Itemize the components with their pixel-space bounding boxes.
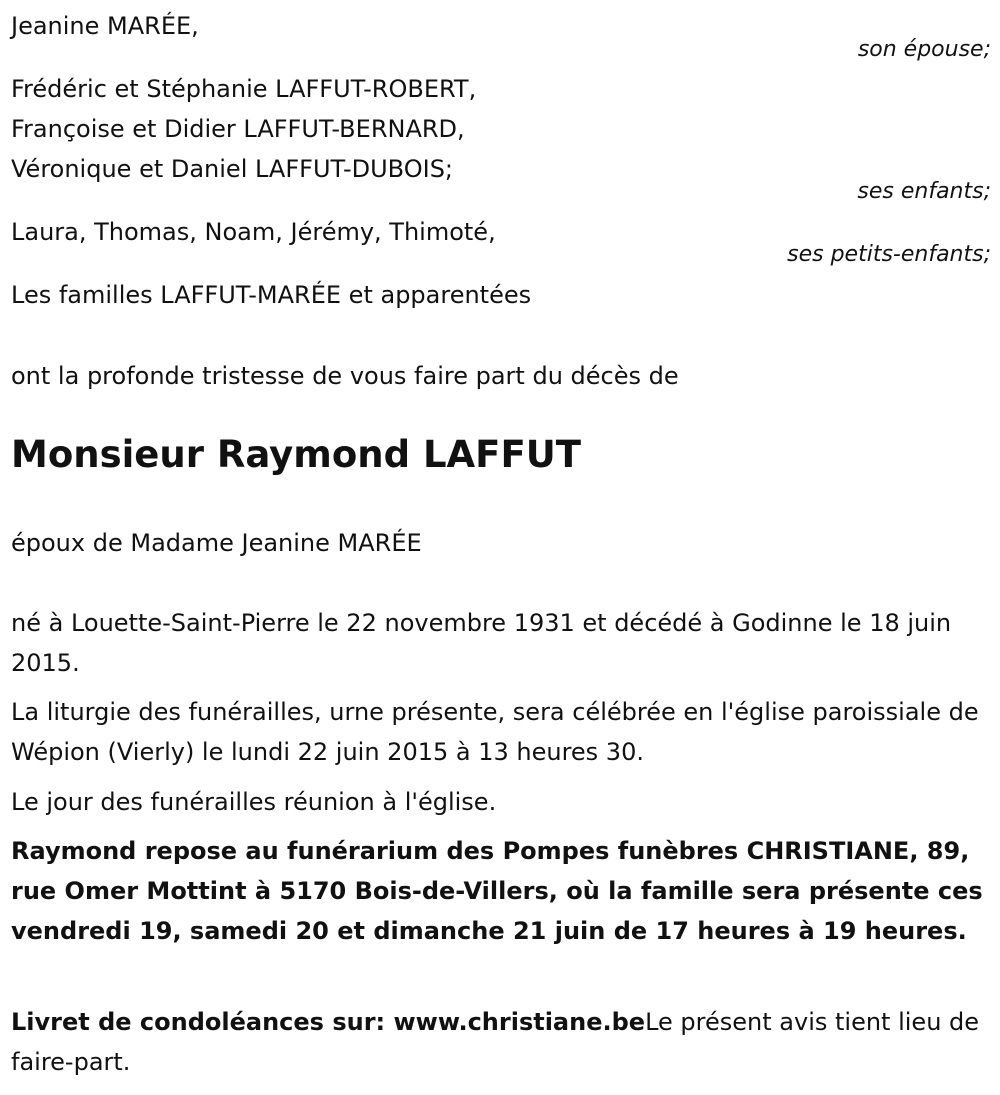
- child-line-2: Françoise et Didier LAFFUT-BERNARD,: [11, 115, 465, 143]
- grandchildren: Laura, Thomas, Noam, Jérémy, Thimoté,: [11, 218, 496, 246]
- deceased-name: Monsieur Raymond LAFFUT: [11, 433, 582, 476]
- child-line-1: Frédéric et Stéphanie LAFFUT-ROBERT,: [11, 75, 477, 103]
- liturgy: La liturgie des funérailles, urne présente, sera célébrée en l'église paroissiale de Wépion (Vierly) le lundi 22 juin 2015 à 13 heures 30.: [11, 698, 979, 766]
- birth-death: né à Louette-Saint-Pierre le 22 novembre 1931 et décédé à Godinne le 18 juin 2015.: [11, 609, 952, 677]
- spouse-name: Jeanine MARÉE,: [11, 12, 199, 40]
- notice-text: Le présent avis tient lieu de faire-part.: [11, 1008, 980, 1076]
- spouse-of: époux de Madame Jeanine MARÉE: [11, 529, 422, 557]
- spouse-role: son épouse;: [857, 37, 991, 62]
- closing-paragraph: [11, 1002, 991, 1082]
- condolences-text: Livret de condoléances sur: www.christiane.be: [11, 1008, 646, 1036]
- children-role: ses enfants;: [857, 179, 991, 204]
- grandchildren-role: ses petits-enfants;: [787, 242, 991, 267]
- visitation: Raymond repose au funérarium des Pompes funèbres CHRISTIANE, 89, rue Omer Mottint à 5170 Bois-de-Villers, où la famille sera présente ces vendredi 19, samedi 20 et dimanche 21 juin de 17 heures à 19 heures.: [11, 837, 983, 945]
- meeting: Le jour des funérailles réunion à l'église.: [11, 788, 497, 816]
- obituary-notice: [11, 0, 991, 1095]
- child-line-3: Véronique et Daniel LAFFUT-DUBOIS;: [11, 155, 454, 183]
- announcement: ont la profonde tristesse de vous faire part du décès de: [11, 362, 679, 390]
- families-line: Les familles LAFFUT-MARÉE et apparentées: [11, 281, 532, 309]
